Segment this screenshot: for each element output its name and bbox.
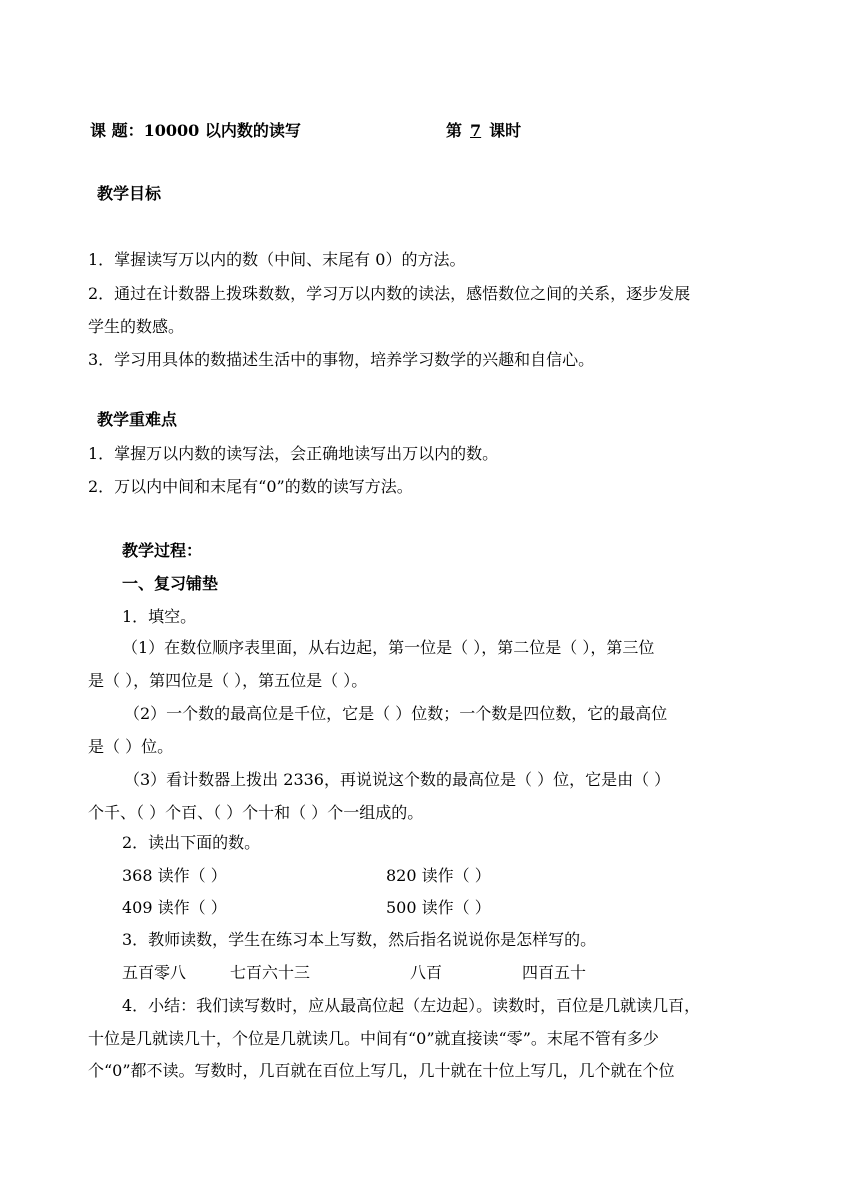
objectives-heading: 教学目标 [97,184,162,203]
question-1-line-1: （1）在数位顺序表里面，从右边起，第一位是（ ），第二位是（ ），第三位 [122,638,655,657]
lesson-number-line [446,121,521,141]
dictation-item: 七百六十三 [230,963,311,982]
lesson-number: 7 [470,121,482,140]
read-item: 500 读作（ ） [386,898,491,917]
objective-item: 2．通过在计数器上拨珠数数，学习万以内数的读法，感悟数位之间的关系，逐步发展 [88,284,691,303]
process-heading: 教学过程： [122,541,203,560]
dictation-item: 八百 [410,963,443,982]
dictation-title: 3．教师读数，学生在练习本上写数，然后指名说说你是怎样写的。 [122,930,597,949]
summary-line: 4．小结：我们读写数时，应从最高位起（左边起）。读数时，百位是几就读几百， [122,996,701,1015]
summary-line: 十位是几就读几十，个位是几就读几。中间有“0”就直接读“零”。末尾不管有多少 [88,1029,659,1048]
dictation-item: 五百零八 [122,963,187,982]
lesson-title-line [90,121,301,141]
objective-item: 学生的数感。 [88,317,185,336]
question-3-line-2: 个千、（ ）个百、（ ）个十和（ ）个一组成的。 [88,803,424,822]
question-1-line-2: 是（ ），第四位是（ ），第五位是（ ）。 [88,671,368,690]
lesson-prefix: 第 [446,121,463,140]
difficulties-heading: 教学重难点 [97,410,178,429]
read-item: 409 读作（ ） [122,898,227,917]
question-2-line-1: （2）一个数的最高位是千位，它是（ ）位数；一个数是四位数，它的最高位 [124,704,668,723]
objective-item: 1．掌握读写万以内的数（中间、末尾有 0）的方法。 [88,250,466,269]
lesson-suffix: 课时 [489,121,522,140]
dictation-item: 四百五十 [522,963,587,982]
fill-blank-title: 1．填空。 [122,607,197,626]
title-label: 课 题： [90,121,144,140]
difficulty-item: 2．万以内中间和末尾有“0”的数的读写方法。 [88,477,413,496]
section-review-heading: 一、复习铺垫 [122,574,219,593]
question-2-line-2: 是（ ）位。 [88,737,174,756]
lesson-title: 10000 以内数的读写 [143,121,301,140]
question-3-line-1: （3）看计数器上拨出 2336，再说说这个数的最高位是（ ）位，它是由（ ） [124,770,671,789]
read-item: 820 读作（ ） [386,866,491,885]
difficulty-item: 1．掌握万以内数的读写法，会正确地读写出万以内的数。 [88,444,499,463]
summary-line: 个“0”都不读。写数时，几百就在百位上写几，几十就在十位上写几，几个就在个位 [88,1061,675,1080]
read-numbers-title: 2．读出下面的数。 [122,833,261,852]
objective-item: 3．学习用具体的数描述生活中的事物，培养学习数学的兴趣和自信心。 [88,350,595,369]
read-item: 368 读作（ ） [122,866,227,885]
